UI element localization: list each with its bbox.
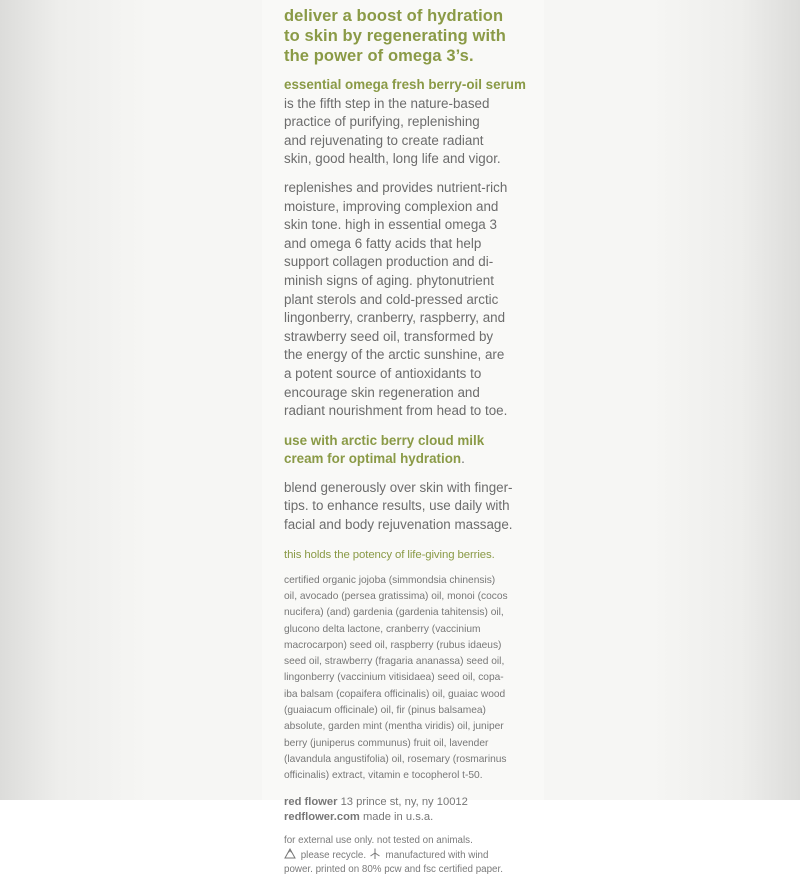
intro-paragraph bbox=[284, 76, 549, 169]
benefits-line: the energy of the arctic sunshine, are bbox=[284, 347, 505, 363]
headline-line: to skin by regenerating with bbox=[284, 27, 506, 45]
ingredients-line: iba balsam (copaifera officinalis) oil, guaiac wood bbox=[284, 688, 506, 700]
brand-name: red flower bbox=[284, 795, 338, 808]
benefits-line: strawberry seed oil, transformed by bbox=[284, 328, 494, 344]
intro-line: and rejuvenating to create radiant bbox=[284, 132, 484, 148]
headline-line: the power of omega 3’s. bbox=[284, 47, 474, 65]
benefits-line: and omega 6 fatty acids that help bbox=[284, 235, 482, 251]
intro-line: skin, good health, long life and vigor. bbox=[284, 151, 501, 167]
website: redflower.com bbox=[284, 810, 360, 823]
fine-print-line: for external use only. not tested on animals. bbox=[284, 834, 473, 846]
benefits-line: radiant nourishment from head to toe. bbox=[284, 403, 508, 419]
benefits-line: skin tone. high in essential omega 3 bbox=[284, 217, 497, 233]
wind-text: manufactured with wind bbox=[382, 849, 489, 861]
ingredients-line: seed oil, strawberry (fragaria ananassa) seed oil, bbox=[284, 656, 505, 668]
ingredients-line: berry (juniperus communus) fruit oil, lavender bbox=[284, 737, 489, 749]
ingredients-line: certified organic jojoba (simmondsia chinensis) bbox=[284, 574, 496, 586]
fine-print bbox=[284, 834, 549, 877]
pairing-paragraph bbox=[284, 432, 549, 469]
recycle-icon bbox=[284, 848, 296, 862]
tagline: this holds the potency of life-giving berries. bbox=[284, 548, 495, 561]
directions-line: tips. to enhance results, use daily with bbox=[284, 498, 510, 514]
ingredients-line: oil, avocado (persea gratissima) oil, monoi (cocos bbox=[284, 590, 508, 602]
box-text-column bbox=[284, 0, 549, 877]
directions-line: facial and body rejuvenation massage. bbox=[284, 517, 513, 533]
ingredients-line: absolute, garden mint (mentha viridis) oil, juniper bbox=[284, 721, 504, 733]
ingredients-line: (guaiacum officinale) oil, fir (pinus balsamea) bbox=[284, 705, 486, 717]
pairing-period: . bbox=[461, 451, 465, 467]
ingredients-line: lingonberry (vaccinium vitisidaea) seed oil, copa- bbox=[284, 672, 504, 684]
ingredients-line: (lavandula angustifolia) oil, rosemary (rosmarinus bbox=[284, 753, 507, 765]
product-name: essential omega fresh berry-oil serum bbox=[284, 77, 526, 92]
pairing-line: use with arctic berry cloud milk bbox=[284, 432, 485, 448]
benefits-line: minish signs of aging. phytonutrient bbox=[284, 272, 494, 288]
benefits-line: support collagen production and di- bbox=[284, 254, 494, 270]
benefits-paragraph bbox=[284, 179, 549, 421]
ingredients-line: officinalis) extract, vitamin e tocopherol t-50. bbox=[284, 770, 483, 782]
benefits-line: replenishes and provides nutrient-rich bbox=[284, 179, 508, 195]
headline bbox=[284, 6, 549, 66]
ingredients-line: nucifera) (and) gardenia (gardenia tahitensis) oil, bbox=[284, 607, 504, 619]
fine-print-line: power. printed on 80% pcw and fsc certified paper. bbox=[284, 863, 503, 875]
intro-line: is the fifth step in the nature-based bbox=[284, 95, 490, 111]
pairing-line: cream for optimal hydration bbox=[284, 451, 462, 467]
directions-line: blend generously over skin with finger- bbox=[284, 479, 513, 495]
street-address: 13 prince st, ny, ny 10012 bbox=[337, 795, 468, 808]
recycle-text: please recycle. bbox=[298, 849, 367, 861]
ingredients-list bbox=[284, 573, 549, 785]
ingredients-line: glucono delta lactone, cranberry (vaccinium bbox=[284, 623, 481, 635]
benefits-line: plant sterols and cold-pressed arctic bbox=[284, 291, 499, 307]
benefits-line: lingonberry, cranberry, raspberry, and bbox=[284, 310, 506, 326]
intro-line: practice of purifying, replenishing bbox=[284, 114, 480, 130]
company-address-block bbox=[284, 795, 549, 825]
benefits-line: moisture, improving complexion and bbox=[284, 198, 499, 214]
benefits-line: encourage skin regeneration and bbox=[284, 384, 480, 400]
ingredients-line: macrocarpon) seed oil, raspberry (rubus idaeus) bbox=[284, 639, 502, 651]
wind-turbine-icon bbox=[369, 848, 381, 862]
headline-line: deliver a boost of hydration bbox=[284, 7, 504, 25]
made-in: made in u.s.a. bbox=[359, 810, 434, 823]
benefits-line: a potent source of antioxidants to bbox=[284, 365, 482, 381]
directions-paragraph bbox=[284, 479, 549, 535]
